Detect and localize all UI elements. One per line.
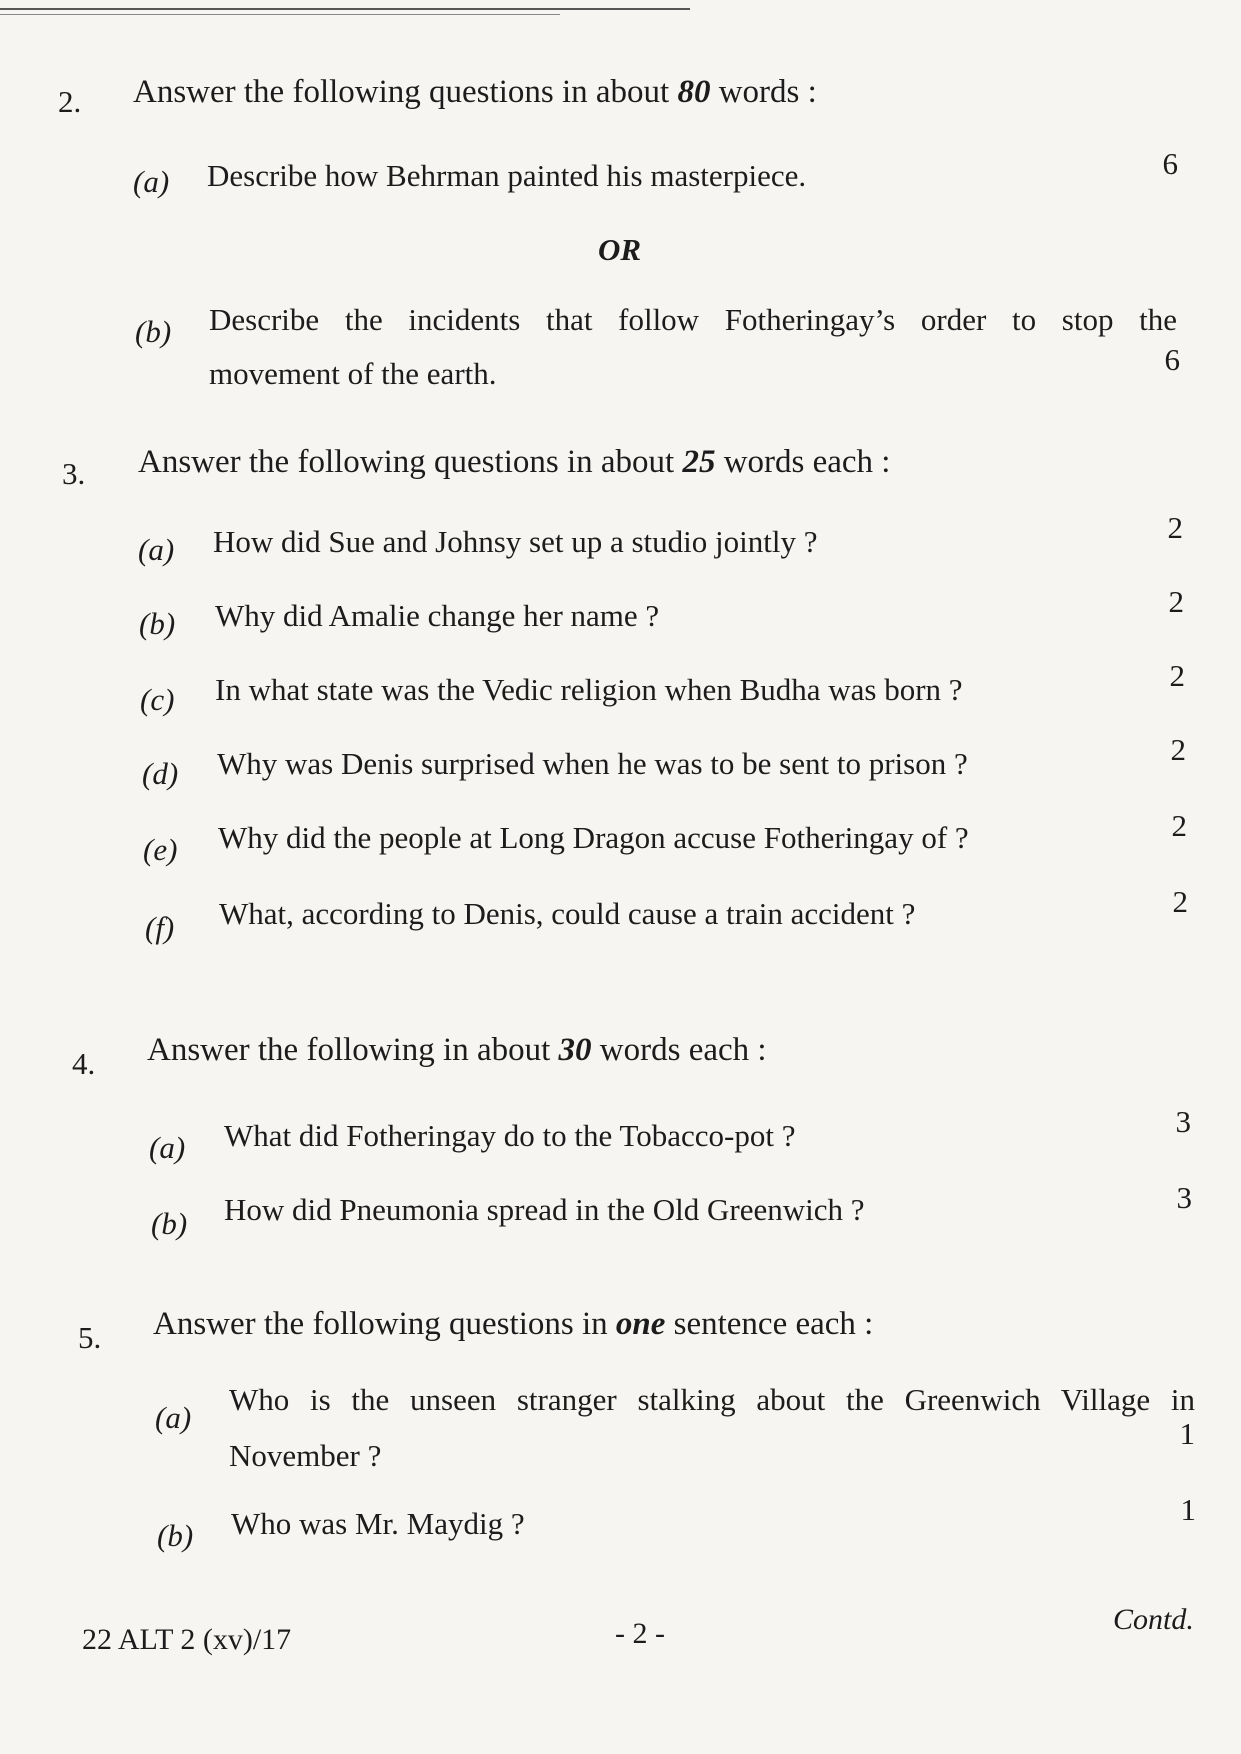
item-marks: 2 bbox=[1167, 510, 1183, 545]
item-label: (d) bbox=[142, 756, 179, 791]
instruction-emphasis: 25 bbox=[682, 444, 716, 480]
item-label: (a) bbox=[133, 164, 170, 199]
item-marks: 3 bbox=[1176, 1180, 1192, 1215]
instruction-emphasis: 80 bbox=[677, 74, 711, 110]
item-label: (a) bbox=[155, 1400, 192, 1435]
item-label: (b) bbox=[139, 606, 176, 641]
item-text: Who is the unseen stranger stalking about the Greenwich Village in bbox=[229, 1382, 1195, 1417]
item-label: (b) bbox=[135, 314, 172, 349]
item-marks: 2 bbox=[1170, 732, 1186, 767]
item-label: (e) bbox=[143, 832, 178, 867]
instruction-text: Answer the following in about bbox=[147, 1032, 559, 1068]
paper-code: 22 ALT 2 (xv)/17 bbox=[82, 1623, 292, 1656]
item-label: (b) bbox=[151, 1206, 188, 1241]
item-marks: 1 bbox=[1180, 1492, 1196, 1527]
question-instruction bbox=[133, 72, 817, 112]
header-rule bbox=[0, 8, 690, 10]
instruction-text: words : bbox=[710, 74, 817, 110]
item-marks: 2 bbox=[1169, 658, 1185, 693]
question-number: 4. bbox=[72, 1046, 96, 1081]
item-text: What, according to Denis, could cause a train accident ? bbox=[219, 896, 916, 931]
item-marks: 2 bbox=[1171, 808, 1187, 843]
item-text: Why did the people at Long Dragon accuse Fotheringay of ? bbox=[218, 820, 969, 855]
item-marks: 3 bbox=[1175, 1104, 1191, 1139]
continued-note: Contd. bbox=[1113, 1603, 1194, 1636]
item-label: (f) bbox=[145, 910, 175, 945]
item-marks: 1 bbox=[1179, 1416, 1195, 1451]
instruction-text: words each : bbox=[715, 444, 891, 480]
item-marks: 6 bbox=[1162, 146, 1178, 181]
question-number: 2. bbox=[58, 84, 82, 119]
item-text: Describe the incidents that follow Fotheringay’s order to stop the bbox=[209, 302, 1177, 337]
question-instruction bbox=[147, 1030, 767, 1070]
instruction-text: Answer the following questions in about bbox=[138, 444, 683, 480]
item-text: Why was Denis surprised when he was to be sent to prison ? bbox=[217, 746, 968, 781]
item-text: Describe how Behrman painted his masterpiece. bbox=[207, 158, 807, 193]
header-rule-thin bbox=[0, 14, 560, 15]
instruction-text: words each : bbox=[591, 1032, 767, 1068]
question-instruction bbox=[138, 442, 890, 482]
item-label: (a) bbox=[138, 532, 175, 567]
item-marks: 6 bbox=[1164, 342, 1180, 377]
instruction-emphasis: 30 bbox=[558, 1032, 592, 1068]
item-text: How did Pneumonia spread in the Old Greenwich ? bbox=[224, 1192, 865, 1227]
question-number: 3. bbox=[62, 456, 86, 491]
item-marks: 2 bbox=[1168, 584, 1184, 619]
item-label: (c) bbox=[140, 682, 175, 717]
item-text: What did Fotheringay do to the Tobacco-pot ? bbox=[224, 1118, 796, 1153]
item-marks: 2 bbox=[1172, 884, 1188, 919]
question-number: 5. bbox=[78, 1320, 102, 1355]
or-separator: OR bbox=[598, 232, 642, 267]
item-text-continued: movement of the earth. bbox=[209, 356, 497, 391]
item-text-continued: November ? bbox=[229, 1438, 382, 1473]
instruction-emphasis: one bbox=[615, 1306, 666, 1342]
instruction-text: Answer the following questions in bbox=[153, 1306, 616, 1342]
item-text: In what state was the Vedic religion when Budha was born ? bbox=[215, 672, 963, 707]
item-text: Who was Mr. Maydig ? bbox=[231, 1506, 525, 1541]
item-label: (a) bbox=[149, 1130, 186, 1165]
item-label: (b) bbox=[157, 1518, 194, 1553]
question-instruction bbox=[153, 1304, 873, 1344]
item-text: Why did Amalie change her name ? bbox=[215, 598, 660, 633]
instruction-text: Answer the following questions in about bbox=[133, 74, 678, 110]
page-number: - 2 - bbox=[615, 1617, 665, 1650]
item-text: How did Sue and Johnsy set up a studio jointly ? bbox=[213, 524, 818, 559]
instruction-text: sentence each : bbox=[665, 1306, 874, 1342]
